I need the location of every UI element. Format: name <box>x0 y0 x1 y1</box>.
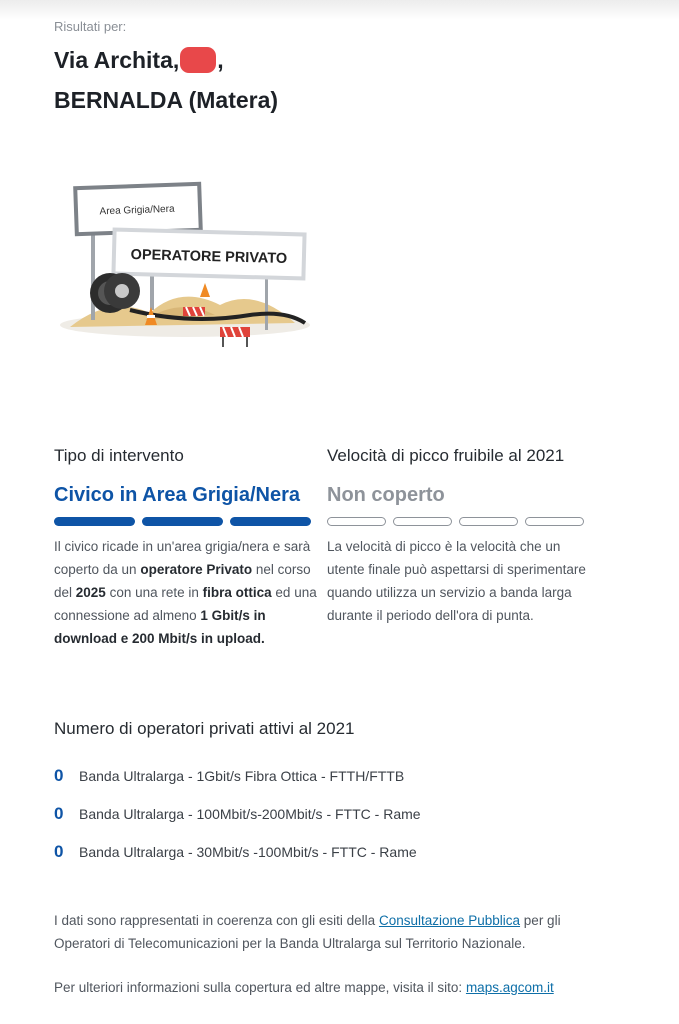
speed-section <box>327 446 599 627</box>
intervention-section <box>54 446 322 650</box>
desc-bold: fibra ottica <box>202 585 272 600</box>
level-bar <box>393 517 452 526</box>
roadworks-illustration <box>50 175 320 360</box>
note-text: per gli Operatori di Telecomunicazioni per la Banda Ultralarga sul Territorio Nazionale. <box>54 913 561 951</box>
sign-operator-label: OPERATORE PRIVATO <box>130 246 288 268</box>
level-bar <box>54 517 135 526</box>
redacted-house-number <box>180 47 216 73</box>
speed-title: Velocità di picco fruibile al 2021 <box>327 446 565 465</box>
operators-title: Numero di operatori privati attivi al 2021 <box>54 719 355 738</box>
operator-count: 0 <box>54 842 64 861</box>
desc-text: Il civico ricade in un'area grigia/nera e sarà coperto da un <box>54 539 311 577</box>
data-note <box>54 909 614 955</box>
results-label: Risultati per: <box>54 19 127 34</box>
level-bar <box>142 517 223 526</box>
intervention-level-bars <box>54 517 322 526</box>
operators-list <box>54 757 614 871</box>
address-title <box>54 40 278 120</box>
speed-value: Non coperto <box>327 484 445 506</box>
desc-bold: operatore Privato <box>140 562 253 577</box>
level-bar <box>459 517 518 526</box>
address-street: Via Archita, <box>54 47 180 73</box>
level-bar <box>230 517 311 526</box>
intervention-description <box>54 535 322 650</box>
list-item <box>54 833 614 871</box>
operators-section <box>54 719 614 871</box>
intervention-value: Civico in Area Grigia/Nera <box>54 484 301 506</box>
consultazione-link[interactable]: Consultazione Pubblica <box>378 913 521 928</box>
operator-label: Banda Ultralarga - 30Mbit/s -100Mbit/s - FTTC - Rame <box>79 844 417 860</box>
agcom-maps-link[interactable]: maps.agcom.it <box>465 980 554 995</box>
operator-label: Banda Ultralarga - 1Gbit/s Fibra Ottica - FTTH/FTTB <box>79 768 405 784</box>
address-city: BERNALDA (Matera) <box>54 87 279 113</box>
address-suffix: , <box>217 47 224 73</box>
address-line-1 <box>54 40 278 80</box>
level-bar <box>525 517 584 526</box>
speed-description: La velocità di picco è la velocità che un utente finale può aspettarsi di sperimentare quando utilizza un servizio a banda larga durante il periodo dell'ora di punta. <box>327 539 586 623</box>
operator-count: 0 <box>54 766 64 785</box>
speed-level-bars <box>327 517 599 526</box>
desc-text: con una rete in <box>105 585 203 600</box>
note-text: I dati sono rappresentati in coerenza con gli esiti della <box>54 913 379 928</box>
list-item <box>54 757 614 795</box>
desc-text: ed una connessione ad almeno <box>54 585 317 623</box>
desc-bold: 1 Gbit/s in download e 200 Mbit/s in upload. <box>54 608 266 646</box>
top-shadow <box>0 0 679 20</box>
operator-count: 0 <box>54 804 64 823</box>
sign-area-label: Area Grigia/Nera <box>99 203 175 218</box>
desc-text: nel corso del <box>54 562 311 600</box>
note-text: Per ulteriori informazioni sulla copertura ed altre mappe, visita il sito: <box>54 980 466 995</box>
level-bar <box>327 517 386 526</box>
operator-label: Banda Ultralarga - 100Mbit/s-200Mbit/s - FTTC - Rame <box>79 806 421 822</box>
intervention-title: Tipo di intervento <box>54 446 184 465</box>
list-item <box>54 795 614 833</box>
desc-bold: 2025 <box>75 585 106 600</box>
more-info-note <box>54 976 614 999</box>
